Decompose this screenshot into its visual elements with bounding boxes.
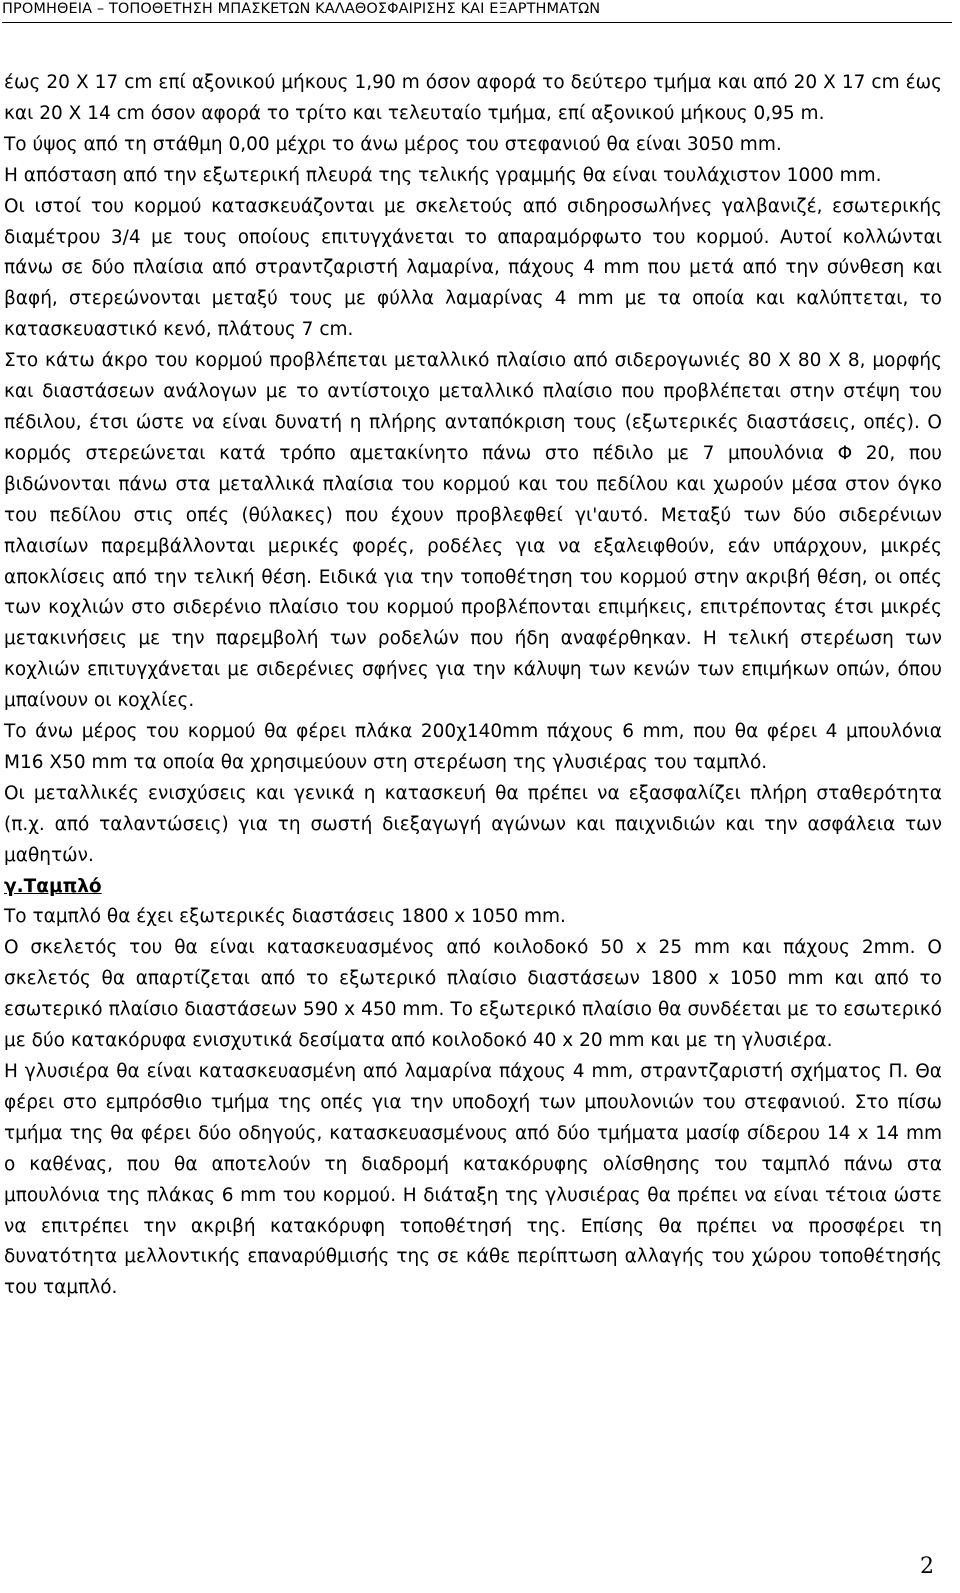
paragraph: Η γλυσιέρα θα είναι κατασκευασμένη από λαμαρίνα πάχους 4 mm, στραντζαριστή σχήματος Π. Θα φέρει στο εμπρόσθιο τμήμα της οπές για την υποδοχή των μπουλονιών του στεφανιού. Στο πίσω τμήμα της θα φέρει δύο οδηγούς, κατασκευασμένους από δύο τμήματα μασίφ σίδερου 14 x 14 mm ο καθένας, που θα αποτελούν τη διαδρομή κατακόρυφης ολίσθησης του ταμπλό πάνω στα μπουλόνια της πλάκας 6 mm του κορμού. Η διάταξη της γλυσιέρας θα πρέπει να είναι τέτοια ώστε να επιτρέπει την ακριβή κατακόρυφη τοποθέτησή της. Επίσης θα πρέπει να προσφέρει τη δυνατότητα μελλοντικής επαναρύθμισής της σε κάθε περίπτωση αλλαγής του χώρου τοποθέτησής του ταμπλό. [4,1061,942,1299]
section-heading: γ.Ταμπλό [4,875,102,897]
paragraph: Οι ιστοί του κορμού κατασκευάζονται με σκελετούς από σιδηροσωλήνες γαλβανιζέ, εσωτερικής διαμέτρου 3/4 με τους οποίους επιτυγχάνεται το απαραμόρφωτο του κορμού. Αυτοί κολλώνται πάνω σε δύο πλαίσια από στραντζαριστή λαμαρίνα, πάχους 4 mm που μετά από την σύνθεση και βαφή, στερεώνονται μεταξύ τους με φύλλα λαμαρίνας 4 mm με τα οποία και καλύπτεται, το κατασκευαστικό κενό, πλάτους 7 cm. [4,195,942,341]
page-header: ΠΡΟΜΗΘΕΙΑ – ΤΟΠΟΘΕΤΗΣΗ ΜΠΑΣΚΕΤΩΝ ΚΑΛΑΘΟΣΦΑΙΡΙΣΗΣ ΚΑΙ ΕΞΑΡΤΗΜΑΤΩΝ [2,0,952,23]
paragraph: Ο σκελετός του θα είναι κατασκευασμένος από κοιλοδοκό 50 x 25 mm και πάχους 2mm. Ο σκελετός θα απαρτίζεται από το εξωτερικό πλαίσιο διαστάσεων 1800 x 1050 mm και από το εσωτερικό πλαίσιο διαστάσεων 590 x 450 mm. Το εξωτερικό πλαίσιο θα συνδέεται με το εσωτερικό με δύο κατακόρυφα ενισχυτικά δεσίματα από κοιλοδοκό 40 x 20 mm και με τη γλυσιέρα. [4,937,942,1052]
paragraph: Στο κάτω άκρο του κορμού προβλέπεται μεταλλικό πλαίσιο από σιδερογωνιές 80 Χ 80 Χ 8, μορφής και διαστάσεων ανάλογων με το αντίστοιχο μεταλλικό πλαίσιο που προβλέπεται στην στέψη του πέδιλου, έτσι ώστε να είναι δυνατή η πλήρης ανταπόκριση τους (εξωτερικές διαστάσεις, οπές). Ο κορμός στερεώνεται κατά τρόπο αμετακίνητο πάνω στο πέδιλο με 7 μπουλόνια Φ 20, που βιδώνονται πάνω στα μεταλλικά πλαίσια του κορμού και του πεδίλου και χωρούν μέσα στον όγκο του πεδίλου στις οπές (θύλακες) που έχουν προβλεφθεί γι'αυτό. Μεταξύ των δύο σιδερένιων πλαισίων παρεμβάλλονται μερικές φορές, ροδέλες για να εξαλειφθούν, εάν υπάρχουν, μικρές αποκλίσεις από την τελική θέση. Ειδικά για την τοποθέτηση του κορμού στην ακριβή θέση, οι οπές των κοχλιών στο σιδερένιο πλαίσιο του κορμού προβλέπονται επιμήκεις, επιτρέποντας έτσι μικρές μετακινήσεις με την παρεμβολή των ροδελών που ήδη αναφέρθηκαν. Η τελική στερέωση των κοχλιών επιτυγχάνεται με σιδερένιες σφήνες για την κάλυψη των κενών των επιμήκων οπών, όπου μπαίνουν οι κοχλίες. [4,350,942,712]
paragraph: Το άνω μέρος του κορμού θα φέρει πλάκα 200χ140mm πάχους 6 mm, που θα φέρει 4 μπουλόνια Μ16 Χ50 mm τα οποία θα χρησιμεύουν στη στερέωση της γλυσιέρας του ταμπλό. [4,721,942,773]
paragraph: Οι μεταλλικές ενισχύσεις και γενικά η κατασκευή θα πρέπει να εξασφαλίζει πλήρη σταθερότητα (π.χ. από ταλαντώσεις) για τη σωστή διεξαγωγή αγώνων και παιχνιδιών και την ασφάλεια των μαθητών. [4,782,942,866]
document-body [4,68,942,1304]
paragraph: Το ταμπλό θα έχει εξωτερικές διαστάσεις 1800 x 1050 mm. [4,906,566,928]
paragraph: Η απόσταση από την εξωτερική πλευρά της τελικής γραμμής θα είναι τουλάχιστον 1000 mm. [4,164,882,186]
page-number: 2 [920,1554,934,1579]
paragraph: Το ύψος από τη στάθμη 0,00 μέχρι το άνω μέρος του στεφανιού θα είναι 3050 mm. [4,133,782,155]
paragraph: έως 20 Χ 17 cm επί αξονικού μήκους 1,90 m όσον αφορά το δεύτερο τμήμα και από 20 Χ 17 cm έως και 20 Χ 14 cm όσον αφορά το τρίτο και τελευταίο τμήμα, επί αξονικού μήκους 0,95 m. [4,72,942,124]
